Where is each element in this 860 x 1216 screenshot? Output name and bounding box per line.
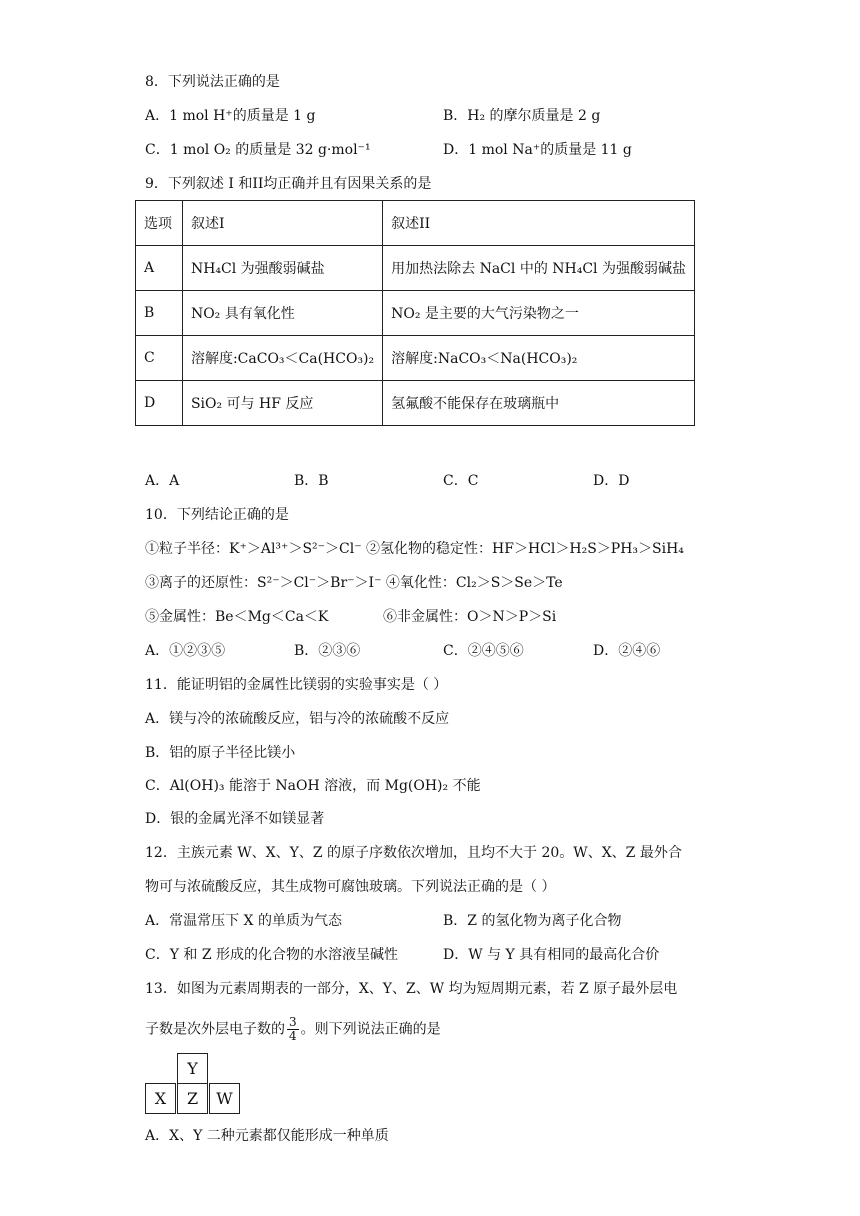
table-row <box>136 381 695 426</box>
fraction-denominator: 4 <box>289 1029 297 1043</box>
cell-x: X <box>145 1083 176 1114</box>
q12-stem-1: 12．主族元素 W、X、Y、Z 的原子序数依次增加，且均不大于 20。W、X、Z 最外合 <box>145 845 682 861</box>
table-cell: NO₂ 是主要的大气污染物之一 <box>383 291 695 336</box>
q9-option-a: A．A <box>145 473 180 489</box>
q13-stem-2 <box>145 1016 441 1043</box>
q13-stem-1: 13．如图为元素周期表的一部分，X、Y、Z、W 均为短周期元素，若 Z 原子最外层电 <box>145 981 678 997</box>
table-header-row <box>136 201 695 246</box>
table-cell: NO₂ 具有氧化性 <box>182 291 382 336</box>
table-cell: NH₄Cl 为强酸弱碱盐 <box>182 246 382 291</box>
q12-option-b: B．Z 的氢化物为离子化合物 <box>443 913 622 929</box>
q12-stem-2: 物可与浓硫酸反应，其生成物可腐蚀玻璃。下列说法正确的是（ ） <box>145 879 556 895</box>
table-cell: 氢氟酸不能保存在玻璃瓶中 <box>383 381 695 426</box>
table-row <box>136 291 695 336</box>
q13-stem-2b: 。则下列说法正确的是 <box>300 1021 441 1038</box>
q10-option-b: B．②③⑥ <box>294 643 361 659</box>
q13-option-a: A．X、Y 二种元素都仅能形成一种单质 <box>145 1128 389 1144</box>
q11-option-c: C．Al(OH)₃ 能溶于 NaOH 溶液，而 Mg(OH)₂ 不能 <box>145 778 481 794</box>
q10-option-a: A．①②③⑤ <box>145 643 226 659</box>
table-cell: 溶解度:NaCO₃＜Na(HCO₃)₂ <box>383 336 695 381</box>
q10-line-2: ③离子的还原性：S²⁻＞Cl⁻＞Br⁻＞I⁻ ④氧化性：Cl₂＞S＞Se＞Te <box>145 575 563 591</box>
q12-option-a: A．常温常压下 X 的单质为气态 <box>145 913 342 929</box>
q9-stem: 9．下列叙述 I 和II均正确并且有因果关系的是 <box>145 176 432 192</box>
q10-line-3a: ⑤金属性：Be＜Mg＜Ca＜K <box>145 609 329 625</box>
table-cell: B <box>136 291 183 336</box>
q10-stem: 10．下列结论正确的是 <box>145 507 289 523</box>
q8-option-b: B．H₂ 的摩尔质量是 2 g <box>443 108 601 124</box>
q8-option-c: C．1 mol O₂ 的质量是 32 g·mol⁻¹ <box>145 142 371 158</box>
q13-stem-2a: 子数是次外层电子数的 <box>145 1021 285 1038</box>
fraction-numerator: 3 <box>289 1015 297 1029</box>
table-cell: 溶解度:CaCO₃＜Ca(HCO₃)₂ <box>182 336 382 381</box>
q10-option-c: C．②④⑤⑥ <box>443 643 524 659</box>
table-header-cell: 选项 <box>136 201 183 246</box>
table-cell: D <box>136 381 183 426</box>
table-header-cell: 叙述I <box>182 201 382 246</box>
q11-stem: 11．能证明铝的金属性比镁弱的实验事实是（ ） <box>145 677 448 693</box>
cell-w: W <box>209 1083 240 1114</box>
table-cell: 用加热法除去 NaCl 中的 NH₄Cl 为强酸弱碱盐 <box>383 246 695 291</box>
q12-option-c: C．Y 和 Z 形成的化合物的水溶液呈碱性 <box>145 947 399 963</box>
q11-option-a: A．镁与冷的浓硫酸反应，铝与冷的浓硫酸不反应 <box>145 711 450 727</box>
q9-option-b: B．B <box>294 473 329 489</box>
q8-option-d: D．1 mol Na⁺的质量是 11 g <box>443 142 632 158</box>
q11-option-b: B．铝的原子半径比镁小 <box>145 745 296 761</box>
q10-line-3b: ⑥非金属性：O＞N＞P＞Si <box>383 609 557 625</box>
table-row <box>136 336 695 381</box>
table-cell: A <box>136 246 183 291</box>
q8-stem: 8．下列说法正确的是 <box>145 74 280 90</box>
fraction <box>287 1016 299 1043</box>
table-cell: C <box>136 336 183 381</box>
cell-z: Z <box>177 1083 208 1114</box>
table-header-cell: 叙述II <box>383 201 695 246</box>
table-row <box>136 246 695 291</box>
q10-line-1: ①粒子半径：K⁺＞Al³⁺＞S²⁻＞Cl⁻ ②氢化物的稳定性：HF＞HCl＞H₂S＞PH₃＞SiH₄ <box>145 541 684 557</box>
q8-option-a: A．1 mol H⁺的质量是 1 g <box>145 108 316 124</box>
q12-option-d: D．W 与 Y 具有相同的最高化合价 <box>443 947 660 963</box>
q10-option-d: D．②④⑥ <box>593 643 661 659</box>
q9-table <box>135 200 695 426</box>
q9-option-c: C．C <box>443 473 479 489</box>
q9-option-d: D．D <box>593 473 630 489</box>
table-cell: SiO₂ 可与 HF 反应 <box>182 381 382 426</box>
cell-y: Y <box>177 1053 208 1084</box>
q11-option-d: D．银的金属光泽不如镁显著 <box>145 811 325 827</box>
